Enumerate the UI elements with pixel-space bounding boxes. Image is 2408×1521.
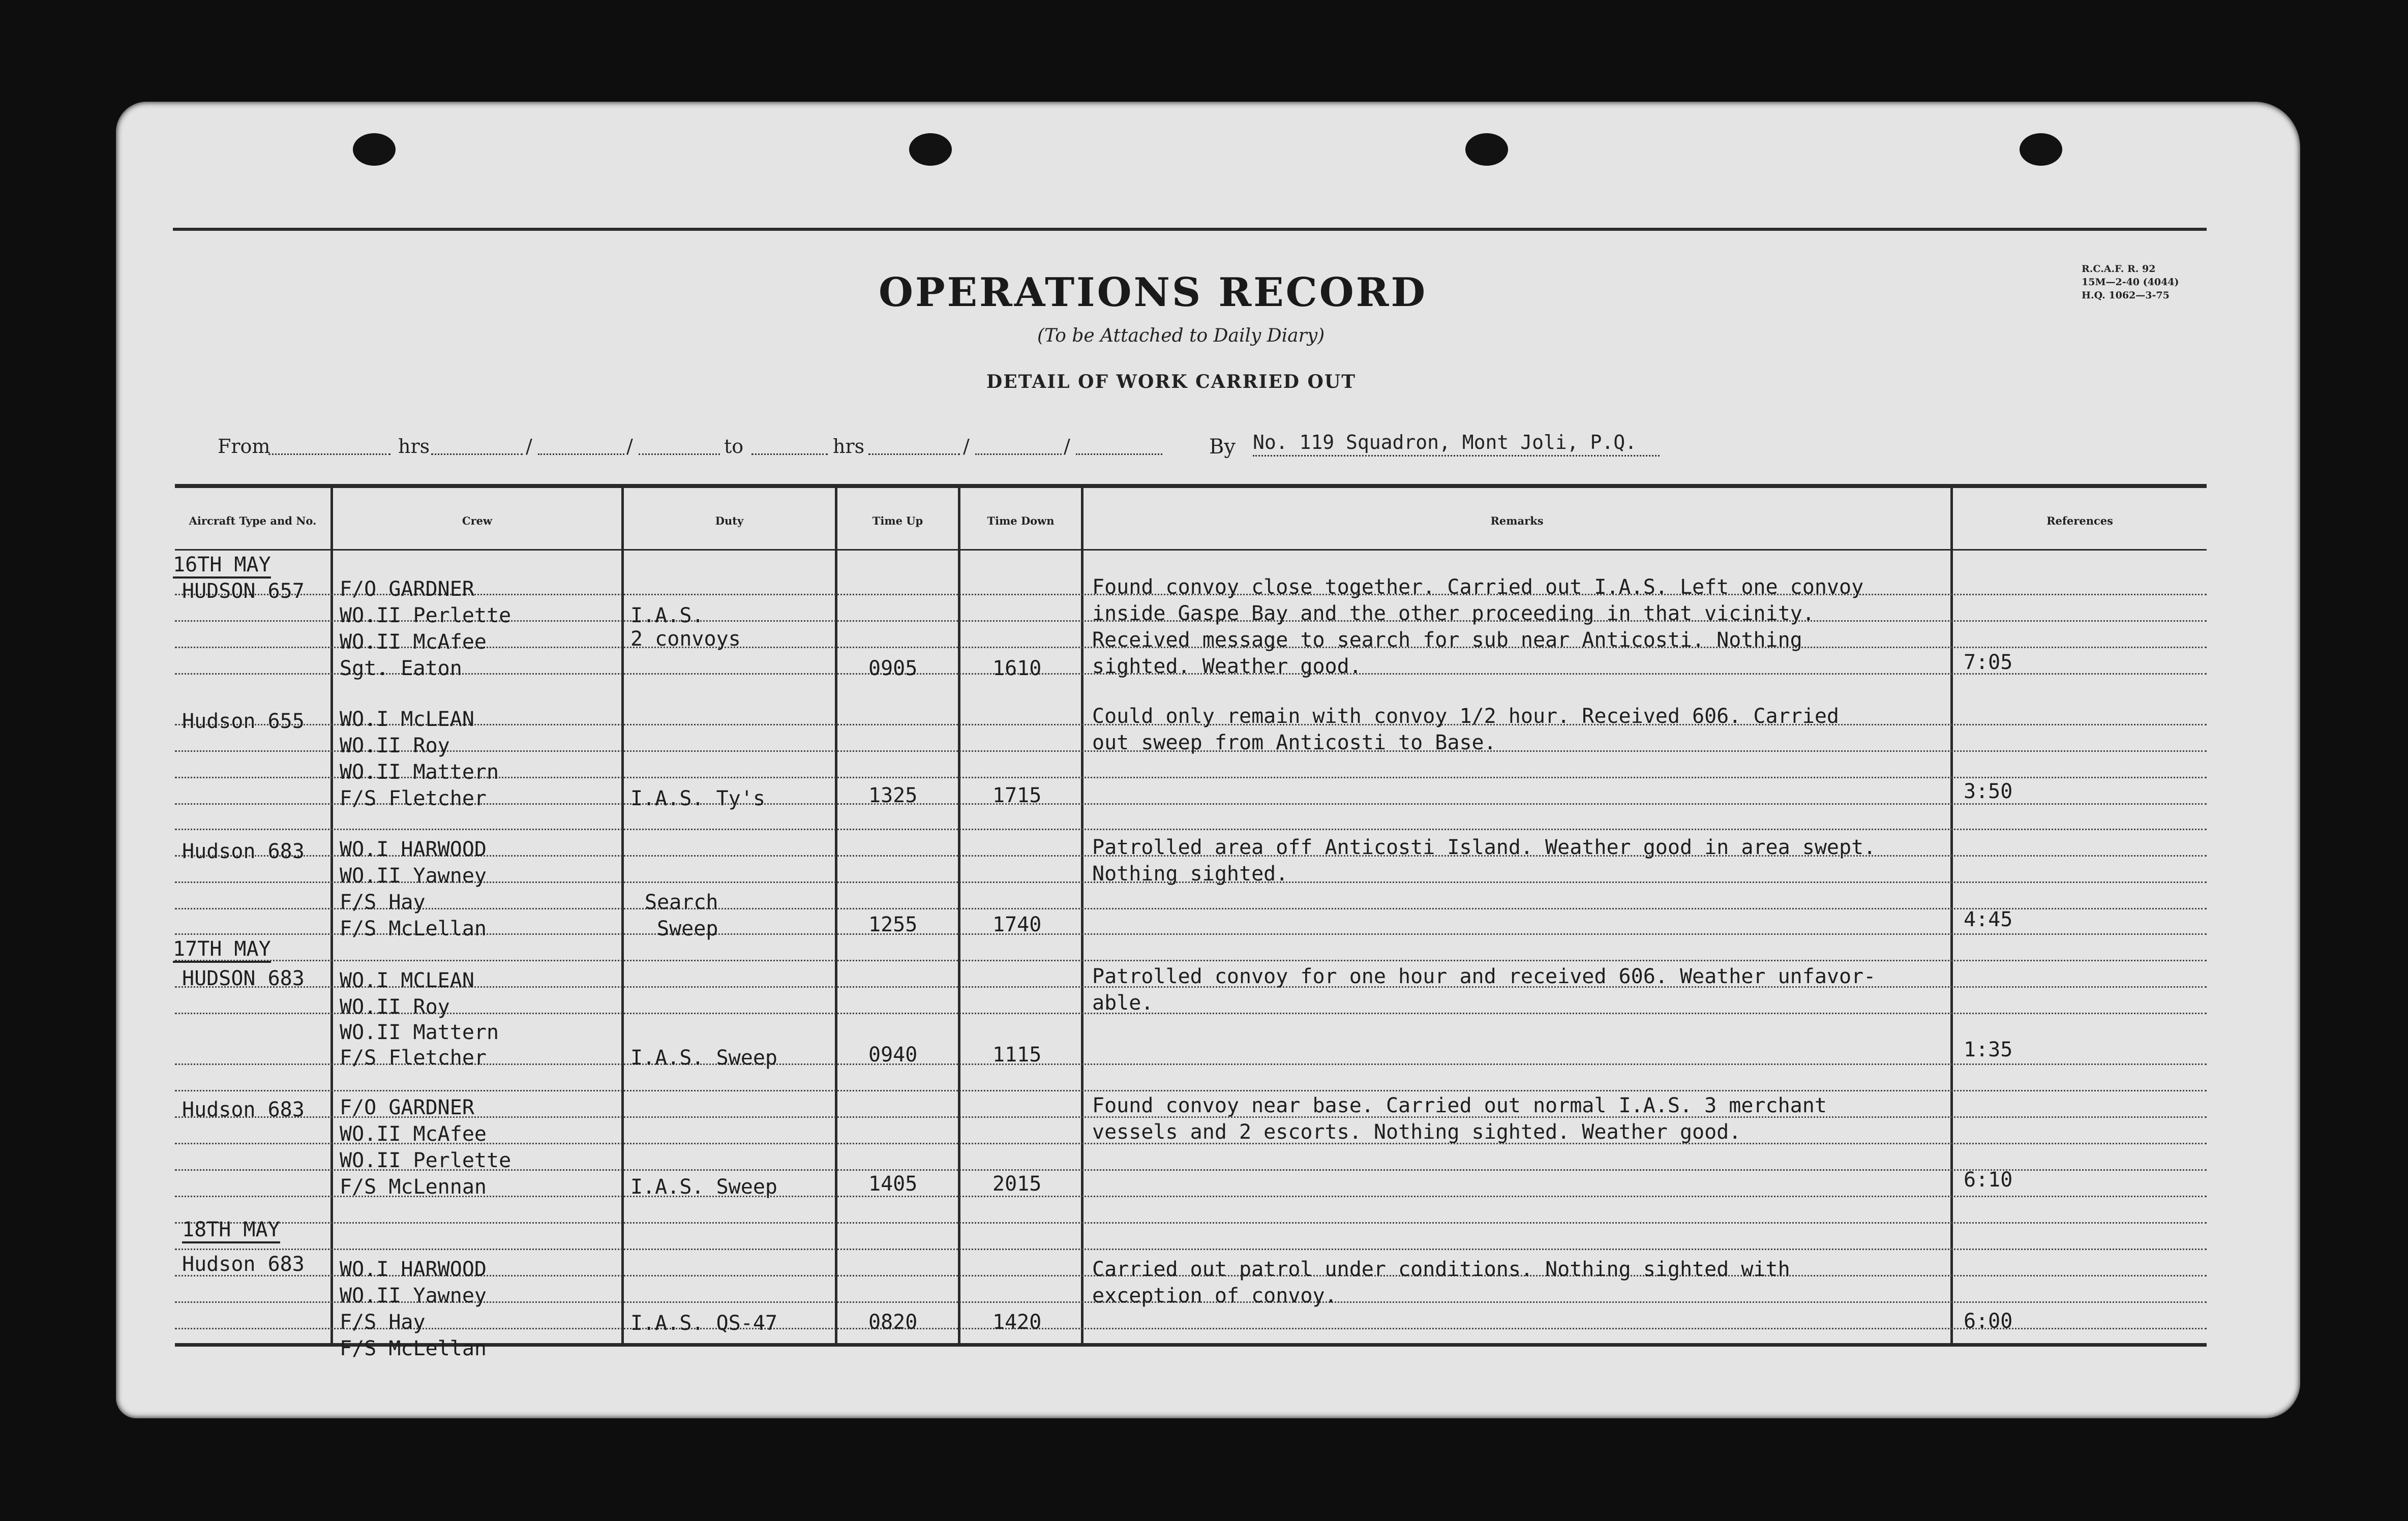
to-label: to [724, 435, 744, 458]
aircraft-cell: Hudson 683 [182, 1253, 305, 1276]
duty-cell: I.A.S. QS-47 [630, 1312, 777, 1335]
aircraft-cell: Hudson 683 [182, 1098, 305, 1121]
crew-member: F/S Fletcher [340, 1046, 487, 1070]
crew-member: WO.I MCLEAN [340, 969, 474, 992]
ruled-line [175, 829, 2207, 831]
crew-member: F/O GARDNER [340, 577, 474, 601]
remarks-line: out sweep from Anticosti to Base. [1092, 731, 1496, 754]
squadron-name: No. 119 Squadron, Mont Joli, P.Q. [1253, 431, 1637, 453]
form-subtitle: (To be Attached to Daily Diary) [1037, 325, 1325, 346]
aircraft-cell: Hudson 655 [182, 710, 305, 733]
col-divider [1950, 488, 1953, 1343]
duty-cell: I.A.S. [630, 604, 704, 627]
ruled-line [175, 1249, 2207, 1251]
form-code-line: H.Q. 1062—3-75 [2082, 290, 2170, 301]
ruled-line [175, 908, 2207, 910]
crew-member: WO.I HARWOOD [340, 838, 487, 861]
crew-member: F/S McLellan [340, 1337, 487, 1360]
time-up-cell: 1255 [868, 913, 918, 936]
crew-member: F/S Hay [340, 1311, 426, 1334]
ruled-line [175, 1090, 2207, 1092]
to-hrs-blank [868, 452, 960, 455]
aircraft-cell: HUDSON 683 [182, 967, 305, 990]
time-down-cell: 1420 [992, 1311, 1042, 1334]
duty-cell: I.A.S. Sweep [630, 1046, 777, 1070]
crew-member: F/S Hay [340, 891, 426, 914]
form-code-line: R.C.A.F. R. 92 [2082, 263, 2156, 275]
ruled-line [175, 1328, 2207, 1330]
time-up-cell: 0940 [868, 1043, 918, 1067]
hrs-label: hrs [833, 435, 865, 458]
col-header-crew: Crew [462, 514, 493, 527]
from-hrs-blank [431, 452, 523, 455]
col-header-aircraft: Aircraft Type and No. [189, 514, 317, 527]
reference-cell: 6:10 [1964, 1168, 2013, 1192]
form-code-line: 15M—2-40 (4044) [2082, 277, 2179, 288]
remarks-line: Found convoy near base. Carried out normal I.A.S. 3 merchant [1092, 1094, 1827, 1117]
duty-cell: I.A.S. Ty's [630, 787, 765, 810]
from-day-blank [538, 452, 624, 455]
crew-member: Sgt. Eaton [340, 657, 462, 680]
remarks-line: sighted. Weather good. [1092, 655, 1362, 678]
ruled-line [175, 1222, 2207, 1225]
duty-cell: Sweep [657, 917, 718, 940]
punch-hole [1465, 133, 1508, 166]
punch-hole [2020, 133, 2062, 166]
time-up-cell: 1325 [868, 784, 918, 807]
remarks-line: vessels and 2 escorts. Nothing sighted. Weather good. [1092, 1120, 1741, 1144]
crew-member: WO.II Roy [340, 995, 450, 1019]
remarks-line: Patrolled convoy for one hour and received 606. Weather unfavor- [1092, 965, 1876, 988]
remarks-line: Found convoy close together. Carried out I.A.S. Left one convoy [1092, 575, 1864, 599]
duty-cell: Search [645, 891, 718, 914]
col-header-remarks: Remarks [1490, 514, 1544, 527]
reference-cell: 1:35 [1964, 1038, 2013, 1061]
by-label: By [1209, 435, 1236, 459]
col-header-references: References [2046, 514, 2113, 527]
slash: / [626, 435, 633, 458]
time-down-cell: 1115 [992, 1043, 1042, 1067]
record-card [116, 102, 2300, 1418]
ruled-line [175, 960, 2207, 962]
crew-member: WO.II Mattern [340, 760, 499, 784]
crew-member: F/S McLennan [340, 1175, 487, 1199]
date-label: 18TH MAY [182, 1218, 280, 1243]
time-up-cell: 0905 [868, 657, 918, 680]
from-blank [268, 452, 390, 455]
date-label: 16TH MAY [173, 553, 271, 579]
col-header-time-down: Time Down [987, 514, 1055, 527]
crew-member: WO.I McLEAN [340, 708, 474, 731]
remarks-line: inside Gaspe Bay and the other proceeding in that vicinity. [1092, 602, 1815, 625]
to-day-blank [975, 452, 1062, 455]
slash: / [1064, 435, 1070, 458]
remarks-line: Could only remain with convoy 1/2 hour. Received 606. Carried [1092, 705, 1840, 728]
col-divider [330, 488, 333, 1343]
slash: / [526, 435, 532, 458]
col-header-time-up: Time Up [872, 514, 923, 527]
punch-hole [353, 133, 396, 166]
to-month-blank [1076, 452, 1162, 455]
table-top-rule [175, 484, 2207, 488]
col-divider [621, 488, 624, 1343]
form-title: OPERATIONS RECORD [879, 269, 1428, 316]
time-up-cell: 1405 [868, 1172, 918, 1196]
form-code [2082, 262, 2179, 302]
date-label: 17TH MAY [173, 937, 271, 963]
remarks-line: exception of convoy. [1092, 1284, 1337, 1307]
col-divider [958, 488, 960, 1343]
crew-member: F/O GARDNER [340, 1096, 474, 1119]
remarks-line: able. [1092, 991, 1154, 1015]
remarks-line: Patrolled area off Anticosti Island. Weather good in area swept. [1092, 836, 1876, 859]
time-down-cell: 1715 [992, 784, 1042, 807]
reference-cell: 4:45 [1964, 908, 2013, 931]
remarks-line: Nothing sighted. [1092, 862, 1288, 886]
ruled-line [175, 1013, 2207, 1015]
crew-member: WO.II McAfee [340, 1122, 487, 1146]
reference-cell: 6:00 [1964, 1310, 2013, 1333]
header-rule [175, 549, 2207, 551]
form-detail-heading: DETAIL OF WORK CARRIED OUT [986, 371, 1357, 392]
from-label: From [218, 435, 270, 458]
to-blank [751, 452, 828, 455]
crew-member: WO.I HARWOOD [340, 1258, 487, 1281]
crew-member: WO.II McAfee [340, 630, 487, 654]
time-down-cell: 1740 [992, 913, 1042, 936]
time-down-cell: 1610 [992, 657, 1042, 680]
aircraft-cell: HUDSON 657 [182, 580, 305, 603]
by-blank [1253, 454, 1660, 457]
col-divider [1081, 488, 1083, 1343]
crew-member: WO.II Yawney [340, 864, 487, 888]
col-header-duty: Duty [715, 514, 744, 527]
crew-member: F/S McLellan [340, 917, 487, 940]
reference-cell: 7:05 [1964, 651, 2013, 674]
duty-cell: 2 convoys [630, 627, 741, 651]
hrs-label: hrs [398, 435, 430, 458]
col-divider [835, 488, 837, 1343]
crew-member: WO.II Yawney [340, 1284, 487, 1307]
duty-cell: I.A.S. Sweep [630, 1175, 777, 1199]
top-rule [173, 228, 2207, 231]
crew-member: WO.II Mattern [340, 1021, 499, 1044]
from-month-blank [639, 452, 720, 455]
slash: / [963, 435, 970, 458]
punch-hole [909, 133, 952, 166]
remarks-line: Carried out patrol under conditions. Nothing sighted with [1092, 1258, 1790, 1281]
crew-member: F/S Fletcher [340, 787, 487, 810]
time-down-cell: 2015 [992, 1172, 1042, 1196]
time-up-cell: 0820 [868, 1311, 918, 1334]
aircraft-cell: Hudson 683 [182, 840, 305, 863]
reference-cell: 3:50 [1964, 780, 2013, 803]
crew-member: WO.II Perlette [340, 1149, 511, 1172]
crew-member: WO.II Roy [340, 734, 450, 757]
remarks-line: Received message to search for sub near Anticosti. Nothing [1092, 628, 1802, 652]
crew-member: WO.II Perlette [340, 604, 511, 627]
